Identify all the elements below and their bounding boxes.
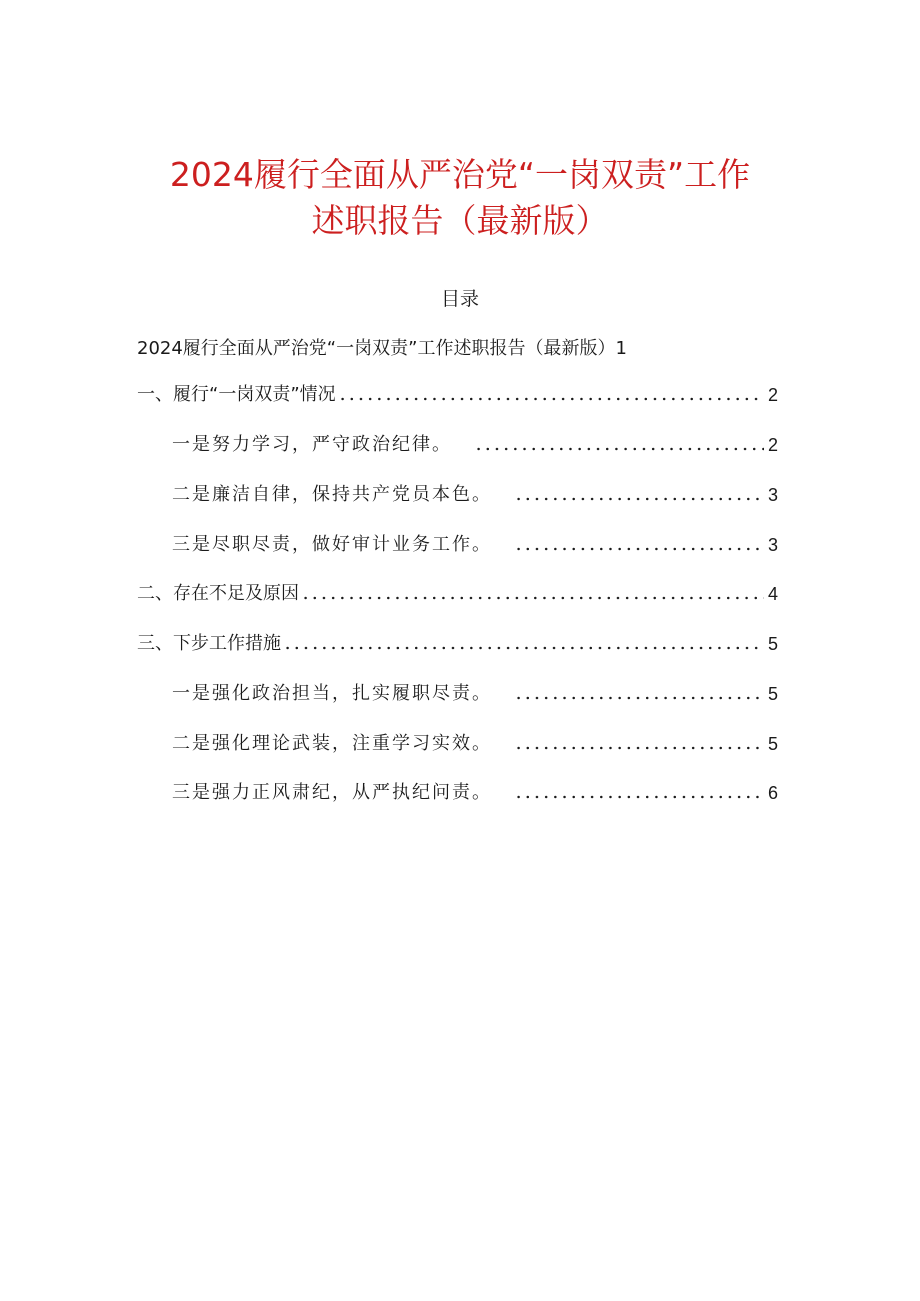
toc-entry[interactable]	[172, 530, 778, 556]
toc-heading: 目录	[440, 288, 479, 310]
toc-entry-page: 3	[767, 485, 778, 505]
toc-entry[interactable]	[172, 679, 778, 705]
toc-entry-page: 5	[767, 634, 778, 654]
toc-entry-label: 一是努力学习，严守政治纪律。	[172, 434, 452, 455]
toc-entry-label: 三是强力正风肃纪，从严执纪问责。	[172, 782, 492, 803]
toc-entry-page: 2	[767, 385, 778, 405]
toc-entry-label: 二是廉洁自律，保持共产党员本色。	[172, 484, 492, 505]
toc-entry-label: 二、存在不足及原因	[137, 583, 299, 604]
toc-entry-label: 一、履行“一岗双责”情况	[137, 384, 336, 405]
toc-entry-page: 6	[767, 783, 778, 803]
toc-entry-label: 一是强化政治担当，扎实履职尽责。	[172, 683, 492, 704]
toc-entry[interactable]	[172, 729, 778, 755]
toc-entry[interactable]	[172, 778, 778, 804]
toc-entry-label: 三是尽职尽责，做好审计业务工作。	[172, 534, 492, 555]
dot-leader	[514, 497, 764, 501]
toc-entry-label: 三、下步工作措施	[137, 633, 281, 654]
toc-entry-page: 5	[767, 684, 778, 704]
toc-entry[interactable]	[137, 629, 778, 655]
document-title-line-2: 述职报告（最新版）	[311, 201, 609, 240]
dot-leader	[338, 397, 764, 401]
document-title-line-1: 2024履行全面从严治党“一岗双责”工作	[169, 155, 751, 194]
toc-entry-page: 4	[767, 584, 778, 604]
toc-entry-title[interactable]: 2024履行全面从严治党“一岗双责”工作述职报告（最新版）1	[137, 338, 627, 359]
dot-leader	[514, 795, 764, 799]
document-title	[60, 152, 860, 244]
dot-leader	[301, 596, 764, 600]
toc-entry-page: 5	[767, 734, 778, 754]
toc-entry-page: 3	[767, 535, 778, 555]
toc-entry-page: 2	[767, 435, 778, 455]
toc-entry[interactable]	[137, 380, 778, 406]
dot-leader	[474, 447, 764, 451]
toc-entry[interactable]	[172, 430, 778, 456]
dot-leader	[514, 547, 764, 551]
toc-entry[interactable]	[172, 480, 778, 506]
toc-entry-label: 二是强化理论武装，注重学习实效。	[172, 733, 492, 754]
dot-leader	[514, 746, 764, 750]
toc-entry[interactable]	[137, 579, 778, 605]
dot-leader	[283, 646, 764, 650]
dot-leader	[514, 696, 764, 700]
